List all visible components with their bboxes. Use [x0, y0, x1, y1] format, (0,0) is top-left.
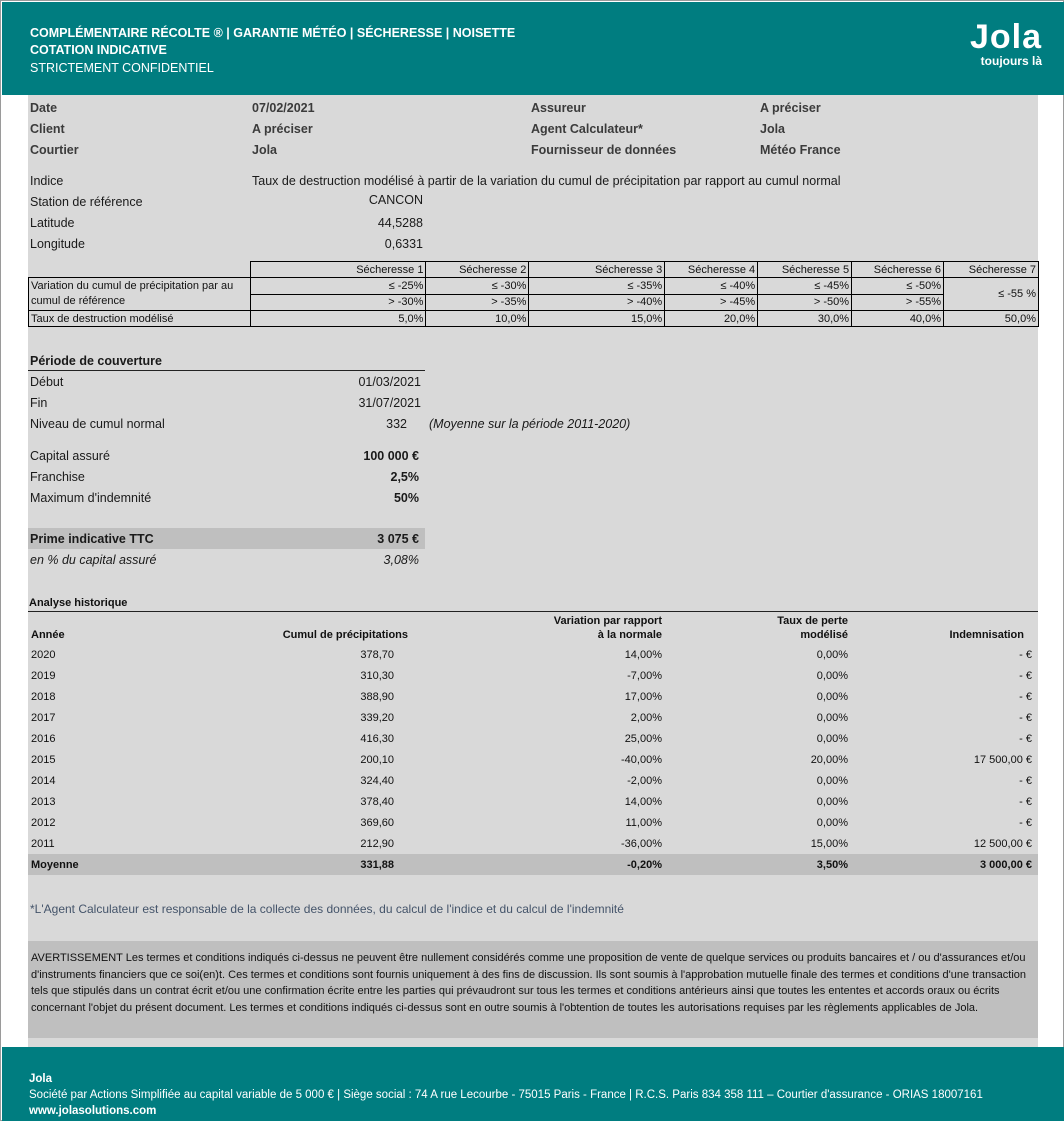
col-taux-header: Taux de perte modélisé: [777, 615, 848, 641]
threshold-header: Sécheresse 2: [426, 262, 529, 278]
col-variation-header: Variation par rapport à la normale: [553, 615, 662, 641]
debut-label: Début: [30, 375, 64, 389]
avg-variation: -0,20%: [411, 854, 665, 875]
history-row: [28, 707, 1038, 728]
prime-value: 3 075 €: [377, 532, 419, 546]
row-taux: 0,00%: [816, 648, 848, 661]
threshold-header: Sécheresse 4: [665, 262, 758, 278]
threshold-rate: 50,0%: [944, 311, 1039, 327]
niveau-note: (Moyenne sur la période 2011-2020): [429, 417, 631, 431]
niveau-label: Niveau de cumul normal: [30, 417, 165, 431]
threshold-lower: > -30%: [250, 294, 426, 311]
row-taux: 0,00%: [816, 816, 848, 829]
threshold-rate: 20,0%: [665, 311, 758, 327]
col-indemn-header: Indemnisation: [949, 629, 1024, 641]
title-line-2: COTATION INDICATIVE: [30, 43, 167, 57]
capital-value: 100 000 €: [363, 449, 419, 463]
agent-value: Jola: [760, 122, 786, 136]
history-average-row: [28, 854, 1038, 875]
row-cumul: 369,60: [360, 816, 394, 829]
date-value: 07/02/2021: [252, 101, 315, 115]
row-variation: -7,00%: [627, 669, 662, 682]
threshold-header: Sécheresse 1: [250, 262, 426, 278]
longitude-label: Longitude: [30, 237, 85, 251]
row-cumul: 416,30: [360, 732, 394, 745]
history-title-rule: [28, 611, 1038, 612]
row-indemn: - €: [1019, 690, 1032, 703]
row-indemn: - €: [1019, 774, 1032, 787]
row-variation: 2,00%: [630, 711, 662, 724]
row-indemn: - €: [1019, 669, 1032, 682]
date-label: Date: [30, 101, 58, 115]
logo-tagline: toujours là: [980, 54, 1042, 68]
row-variation: 11,00%: [625, 816, 662, 829]
longitude-value: 0,6331: [384, 237, 423, 251]
assureur-label: Assureur: [531, 101, 586, 115]
threshold-upper: ≤ -30%: [426, 278, 529, 295]
threshold-rate-row: [29, 311, 1039, 327]
row-taux: 0,00%: [816, 711, 848, 724]
row-cumul: 378,40: [360, 795, 394, 808]
threshold-lower: > -40%: [529, 294, 665, 311]
disclaimer-box: AVERTISSEMENT Les termes et conditions indiqués ci-dessus ne peuvent être nullement considérés comme une proposition de vente de quelque services ou produits bancaires et / ou d'assurances et/ou d'instruments financiers que ce soi(en)t. Ces termes et conditions sont fournis uniquement à des fins de discussion. Ils sont soumis à l'approbation mutuelle finale des termes et conditions d'une transaction tels que stipulés dans un contrat écrit et/ou une confirmation écrite entre les parties qui prévaudront sur tous les termes et conditions antérieurs ainsi que toutes les ententes et accords oraux ou écrits concernant l'objet du présent document. Les termes et conditions indiqués ci-dessus sont en outre soumis à l'obtention de toutes les autorisations requises par les règlements applicables de Jola.: [28, 941, 1038, 1038]
row-variation: 25,00%: [624, 732, 662, 745]
row-taux: 0,00%: [816, 690, 848, 703]
pct-value: 3,08%: [383, 553, 419, 567]
row-cumul: 324,40: [360, 774, 394, 787]
logo-name: Jola: [969, 18, 1042, 56]
history-row: [28, 770, 1038, 791]
rate-label: Taux de destruction modélisé: [29, 311, 251, 327]
franchise-label: Franchise: [30, 470, 85, 484]
row-indemn: 17 500,00 €: [973, 753, 1032, 766]
indice-label: Indice: [30, 174, 64, 188]
threshold-rate: 15,0%: [529, 311, 665, 327]
threshold-upper: ≤ -25%: [250, 278, 426, 295]
history-row: [28, 812, 1038, 833]
station-label: Station de référence: [30, 195, 143, 209]
threshold-lower: > -45%: [665, 294, 758, 311]
threshold-header: Sécheresse 6: [852, 262, 944, 278]
row-cumul: 339,20: [360, 711, 394, 724]
fin-value: 31/07/2021: [358, 396, 421, 410]
history-row: [28, 749, 1038, 770]
threshold-header: Sécheresse 7: [944, 262, 1039, 278]
threshold-rate: 10,0%: [426, 311, 529, 327]
row-cumul: 378,70: [360, 648, 394, 661]
row-year: 2019: [31, 669, 56, 682]
assureur-value: A préciser: [760, 101, 821, 115]
fin-label: Fin: [30, 396, 48, 410]
station-value: CANCON: [368, 193, 423, 207]
threshold-rate: 40,0%: [852, 311, 944, 327]
row-variation: 17,00%: [624, 690, 662, 703]
indice-value: Taux de destruction modélisé à partir de la variation du cumul de précipitation par rapport au cumul normal: [252, 174, 841, 188]
row-year: 2016: [31, 732, 56, 745]
row-taux: 0,00%: [816, 669, 848, 682]
jola-logo: [970, 20, 1042, 68]
row-year: 2014: [31, 774, 56, 787]
threshold-upper: ≤ -45%: [758, 278, 852, 295]
footer-banner: [2, 1047, 1064, 1121]
row-taux: 20,00%: [810, 753, 848, 766]
history-table: [28, 614, 1038, 875]
footer-details: Société par Actions Simplifiée au capital variable de 5 000 € | Siège social : 74 A rue Lecourbe - 75015 Paris - France | R.C.S. Paris 834 358 111 – Courtier d'assurance - ORIAS 18007161: [29, 1089, 983, 1101]
row-indemn: - €: [1019, 816, 1032, 829]
footer-website: www.jolasolutions.com: [29, 1105, 157, 1117]
col-cumul-header: Cumul de précipitations: [282, 629, 408, 641]
history-row: [28, 665, 1038, 686]
client-label: Client: [30, 122, 65, 136]
agent-label: Agent Calculateur*: [531, 122, 643, 136]
row-indemn: 12 500,00 €: [973, 837, 1032, 850]
row-indemn: - €: [1019, 732, 1032, 745]
history-row: [28, 686, 1038, 707]
row-year: 2020: [31, 648, 56, 661]
col-year-header: Année: [31, 629, 65, 641]
row-taux: 0,00%: [816, 795, 848, 808]
row-variation: 14,00%: [624, 648, 662, 661]
title-line-3: STRICTEMENT CONFIDENTIEL: [30, 61, 214, 75]
threshold-lower: > -55%: [852, 294, 944, 311]
threshold-rate: 30,0%: [758, 311, 852, 327]
threshold-corner: [29, 262, 251, 278]
title-line-1: COMPLÉMENTAIRE RÉCOLTE ® | GARANTIE MÉTÉO | SÉCHERESSE | NOISETTE: [30, 26, 516, 40]
row-year: 2015: [31, 753, 56, 766]
niveau-value: 332: [386, 417, 407, 431]
history-row: [28, 644, 1038, 665]
row-indemn: - €: [1019, 795, 1032, 808]
pct-label: en % du capital assuré: [30, 553, 157, 567]
row-indemn: - €: [1019, 711, 1032, 724]
row-year: 2011: [31, 837, 55, 850]
avg-taux: 3,50%: [665, 854, 851, 875]
coverage-title: Période de couverture: [30, 354, 162, 368]
threshold-upper: ≤ -35%: [529, 278, 665, 295]
agent-footnote: *L'Agent Calculateur est responsable de la collecte des données, du calcul de l'indice et du calcul de l'indemnité: [30, 902, 624, 916]
row-variation: 14,00%: [624, 795, 662, 808]
franchise-value: 2,5%: [390, 470, 419, 484]
threshold-lower: > -50%: [758, 294, 852, 311]
variation-label: Variation du cumul de précipitation par au cumul de référence: [29, 278, 251, 311]
row-taux: 15,00%: [810, 837, 848, 850]
row-variation: -2,00%: [627, 774, 662, 787]
row-variation: -40,00%: [621, 753, 662, 766]
threshold-header-row: [29, 262, 1039, 278]
avg-indemn: 3 000,00 €: [851, 854, 1038, 875]
row-taux: 0,00%: [816, 774, 848, 787]
client-value: A préciser: [252, 122, 313, 136]
row-year: 2018: [31, 690, 56, 703]
row-cumul: 200,10: [360, 753, 394, 766]
history-row: [28, 728, 1038, 749]
row-year: 2012: [31, 816, 56, 829]
history-row: [28, 833, 1038, 854]
threshold-upper: ≤ -50%: [852, 278, 944, 295]
row-cumul: 310,30: [360, 669, 394, 682]
row-taux: 0,00%: [816, 732, 848, 745]
threshold-header: Sécheresse 3: [529, 262, 665, 278]
header-banner: [2, 2, 1064, 95]
threshold-upper: ≤ -55 %: [944, 278, 1039, 311]
row-variation: -36,00%: [621, 837, 662, 850]
threshold-table: [28, 261, 1039, 327]
prime-label: Prime indicative TTC: [30, 532, 154, 546]
fournisseur-value: Météo France: [760, 143, 841, 157]
row-cumul: 212,90: [360, 837, 394, 850]
maximum-value: 50%: [393, 491, 419, 505]
avg-cumul: 331,88: [158, 854, 411, 875]
threshold-header: Sécheresse 5: [758, 262, 852, 278]
courtier-label: Courtier: [30, 143, 79, 157]
history-title: Analyse historique: [29, 597, 128, 609]
latitude-label: Latitude: [30, 216, 75, 230]
row-year: 2013: [31, 795, 56, 808]
coverage-title-rule: [28, 370, 425, 371]
avg-label: Moyenne: [28, 854, 158, 875]
threshold-upper: ≤ -40%: [665, 278, 758, 295]
fournisseur-label: Fournisseur de données: [531, 143, 677, 157]
courtier-value: Jola: [252, 143, 278, 157]
row-cumul: 388,90: [360, 690, 394, 703]
row-year: 2017: [31, 711, 56, 724]
threshold-upper-row: [29, 278, 1039, 295]
maximum-label: Maximum d'indemnité: [30, 491, 152, 505]
threshold-lower: > -35%: [426, 294, 529, 311]
latitude-value: 44,5288: [377, 216, 423, 230]
history-row: [28, 791, 1038, 812]
threshold-rate: 5,0%: [250, 311, 426, 327]
row-indemn: - €: [1019, 648, 1032, 661]
history-header-row: [28, 614, 1038, 644]
content-area: [28, 95, 1038, 1047]
capital-label: Capital assuré: [30, 449, 110, 463]
footer-company: Jola: [29, 1073, 53, 1085]
debut-value: 01/03/2021: [358, 375, 421, 389]
